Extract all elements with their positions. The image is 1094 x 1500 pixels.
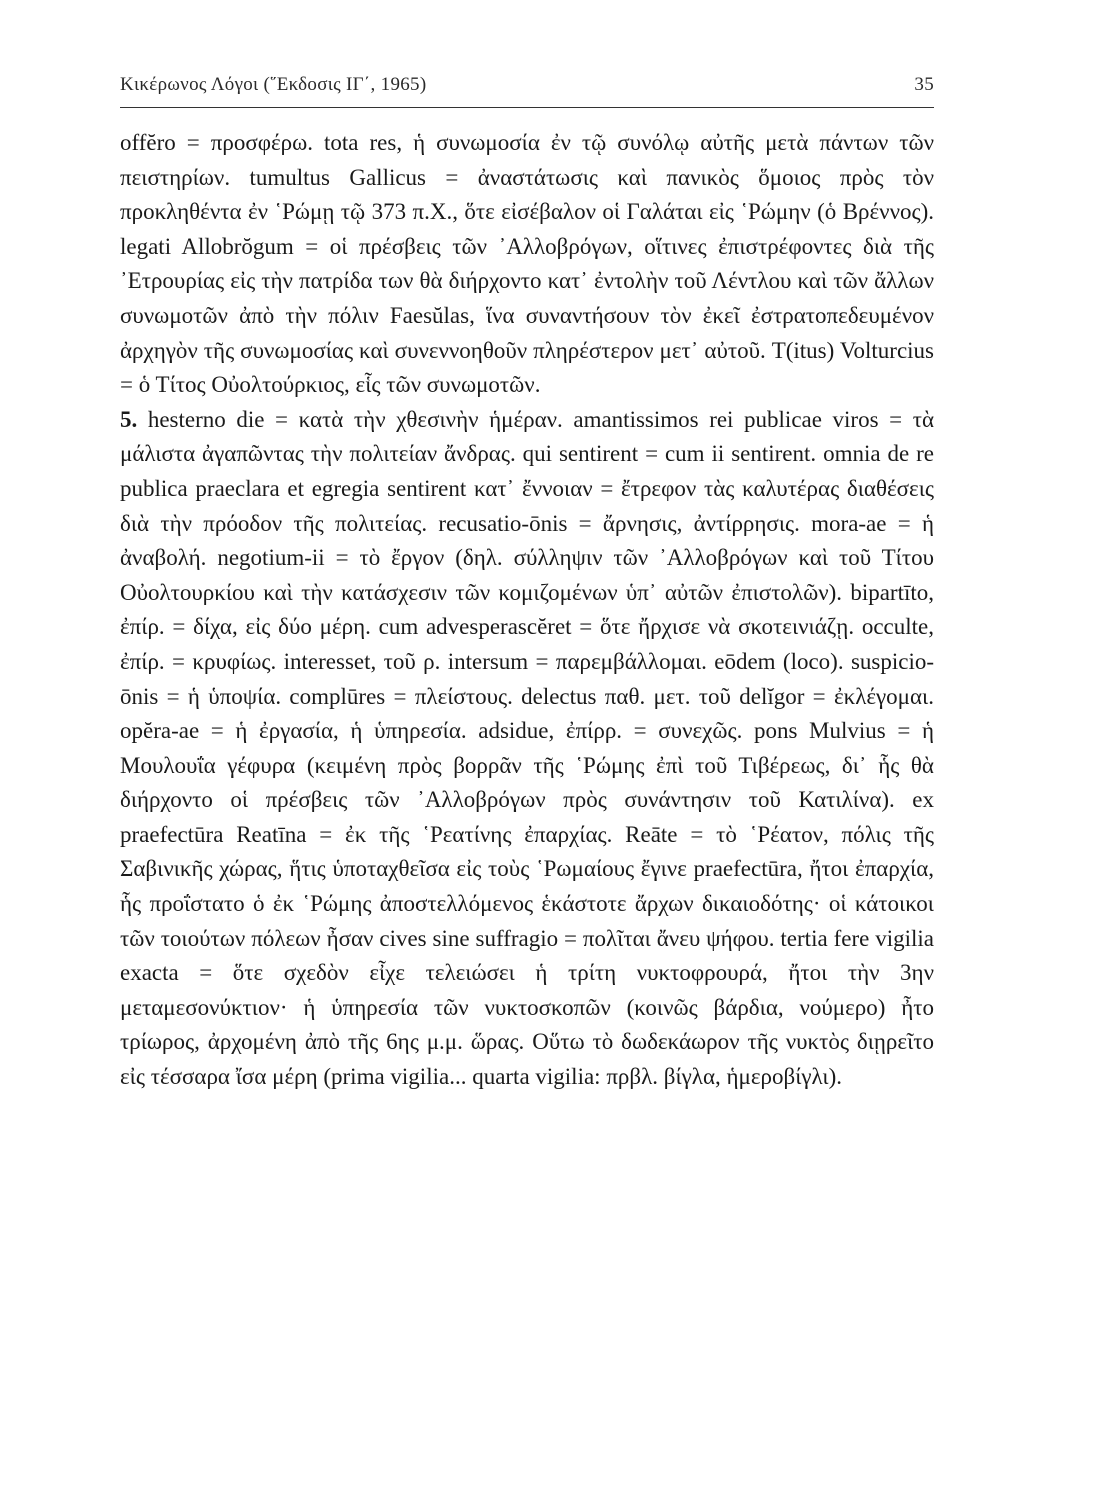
running-header [120,72,934,102]
book-page [120,0,934,1500]
paragraph-text: hesterno die = κατὰ τὴν χθεσινὴν ἡμέραν. amantissimos rei publicae viros = τὰ μάλιστα ἀγαπῶντας τὴν πολιτείαν ἄνδρας. qui sentirent = cum ii sentirent. omnia de re publica praeclara et egregia sentirent κατ᾿ ἔννοιαν = ἔτρεφον τὰς καλυτέρας διαθέσεις διὰ τὴν πρόοδον τῆς πολιτείας. recusatio-ōnis = ἄρνησις, ἀντίρρησις. mora-ae = ἡ ἀναβολή. negotium-ii = τὸ ἔργον (δηλ. σύλληψιν τῶν ᾿Αλλοβρόγων καὶ τοῦ Τίτου Οὐολτουρκίου καὶ τὴν κατάσχεσιν τῶν κομιζομένων ὑπ᾿ αὐτῶν ἐπιστολῶν). bipartīto, ἐπίρ. = δίχα, εἰς δύο μέρη. cum advesperascĕret = ὅτε ἤρχισε νὰ σκοτεινιάζῃ. occulte, ἐπίρ. = κρυφίως. interesset, τοῦ ρ. intersum = παρεμβάλλομαι. eōdem (loco). suspicio-ōnis = ἡ ὑποψία. complūres = πλείστους. delectus παθ. μετ. τοῦ delĭgor = ἐκλέγομαι. opĕra-ae = ἡ ἐργασία, ἡ ὑπηρεσία. adsidue, ἐπίρρ. = συνεχῶς. pons Mulvius = ἡ Μουλουΐα γέφυρα (κειμένη πρὸς βορρᾶν τῆς ῾Ρώμης ἐπὶ τοῦ Τιβέρεως, δι᾿ ἧς θὰ διήρχοντο οἱ πρέσβεις τῶν ᾿Αλλοβρόγων πρὸς συνάντησιν τοῦ Κατιλίνα). ex praefectūra Reatīna = ἐκ τῆς ῾Ρεατίνης ἐπαρχίας. Reāte = τὸ ῾Ρέατον, πόλις τῆς Σαβινικῆς χώρας, ἥτις ὑποταχθεῖσα εἰς τοὺς ῾Ρωμαίους ἔγινε praefectūra, ἤτοι ἐπαρχία, ἧς προΐστατο ὁ ἐκ ῾Ρώμης ἀποστελλόμενος ἑκάστοτε ἄρχων δικαιοδότης· οἱ κάτοικοι τῶν τοιούτων πόλεων ἦσαν cives sine suffragio = πολῖται ἄνευ ψήφου. tertia fere vigilia exacta = ὅτε σχεδὸν εἶχε τελειώσει ἡ τρίτη νυκτοφρουρά, ἤτοι τὴν 3ην μεταμεσονύκτιον· ἡ ὑπηρεσία τῶν νυκτοσκοπῶν (κοινῶς βάρδια, νούμερο) ἦτο τρίωρος, ἀρχομένη ἀπὸ τῆς 6ης μ.μ. ὥρας. Οὕτω τὸ δωδεκάωρον τῆς νυκτὸς διῃρεῖτο εἰς τέσσαρα ἴσα μέρη (prima vigilia... quarta vigilia: πρβλ. βίγλα, ἡμεροβίγλι). [120,406,934,1090]
paragraph-text: offĕro = προσφέρω. tota res, ἡ συνωμοσία ἐν τῷ συνόλῳ αὐτῆς μετὰ πάντων τῶν πειστηρίων. tumultus Gallicus = ἀναστάτωσις καὶ πανικὸς ὅμοιος πρὸς τὸν προκληθέντα ἐν ῾Ρώμῃ τῷ 373 π.Χ., ὅτε εἰσέβαλον οἱ Γαλάται εἰς ῾Ρώμην (ὁ Βρέννος). legati Allobrŏgum = οἱ πρέσβεις τῶν ᾿Αλλοβρόγων, οἵτινες ἐπιστρέφοντες διὰ τῆς ᾿Ετρουρίας εἰς τὴν πατρίδα των θὰ διήρχοντο κατ᾿ ἐντολὴν τοῦ Λέντλου καὶ τῶν ἄλλων συνωμοτῶν ἀπὸ τὴν πόλιν Faesŭlas, ἵνα συναντήσουν τὸν ἐκεῖ ἐστρατοπεδευμένον ἀρχηγὸν τῆς συνωμοσίας καὶ συνεννοηθοῦν πληρέστερον μετ᾿ αὐτοῦ. T(itus) Volturcius = ὁ Τίτος Οὐολτούρκιος, εἷς τῶν συνωμοτῶν. [120,130,934,398]
section-number: 5. [120,406,138,432]
paragraph [120,126,934,403]
header-rule [120,107,934,108]
commentary-body [120,126,934,1095]
page-number: 35 [914,74,934,95]
running-title: Κικέρωνος Λόγοι (῞Εκδοσις ΙΓ΄, 1965) [120,74,427,95]
paragraph [120,403,934,1095]
